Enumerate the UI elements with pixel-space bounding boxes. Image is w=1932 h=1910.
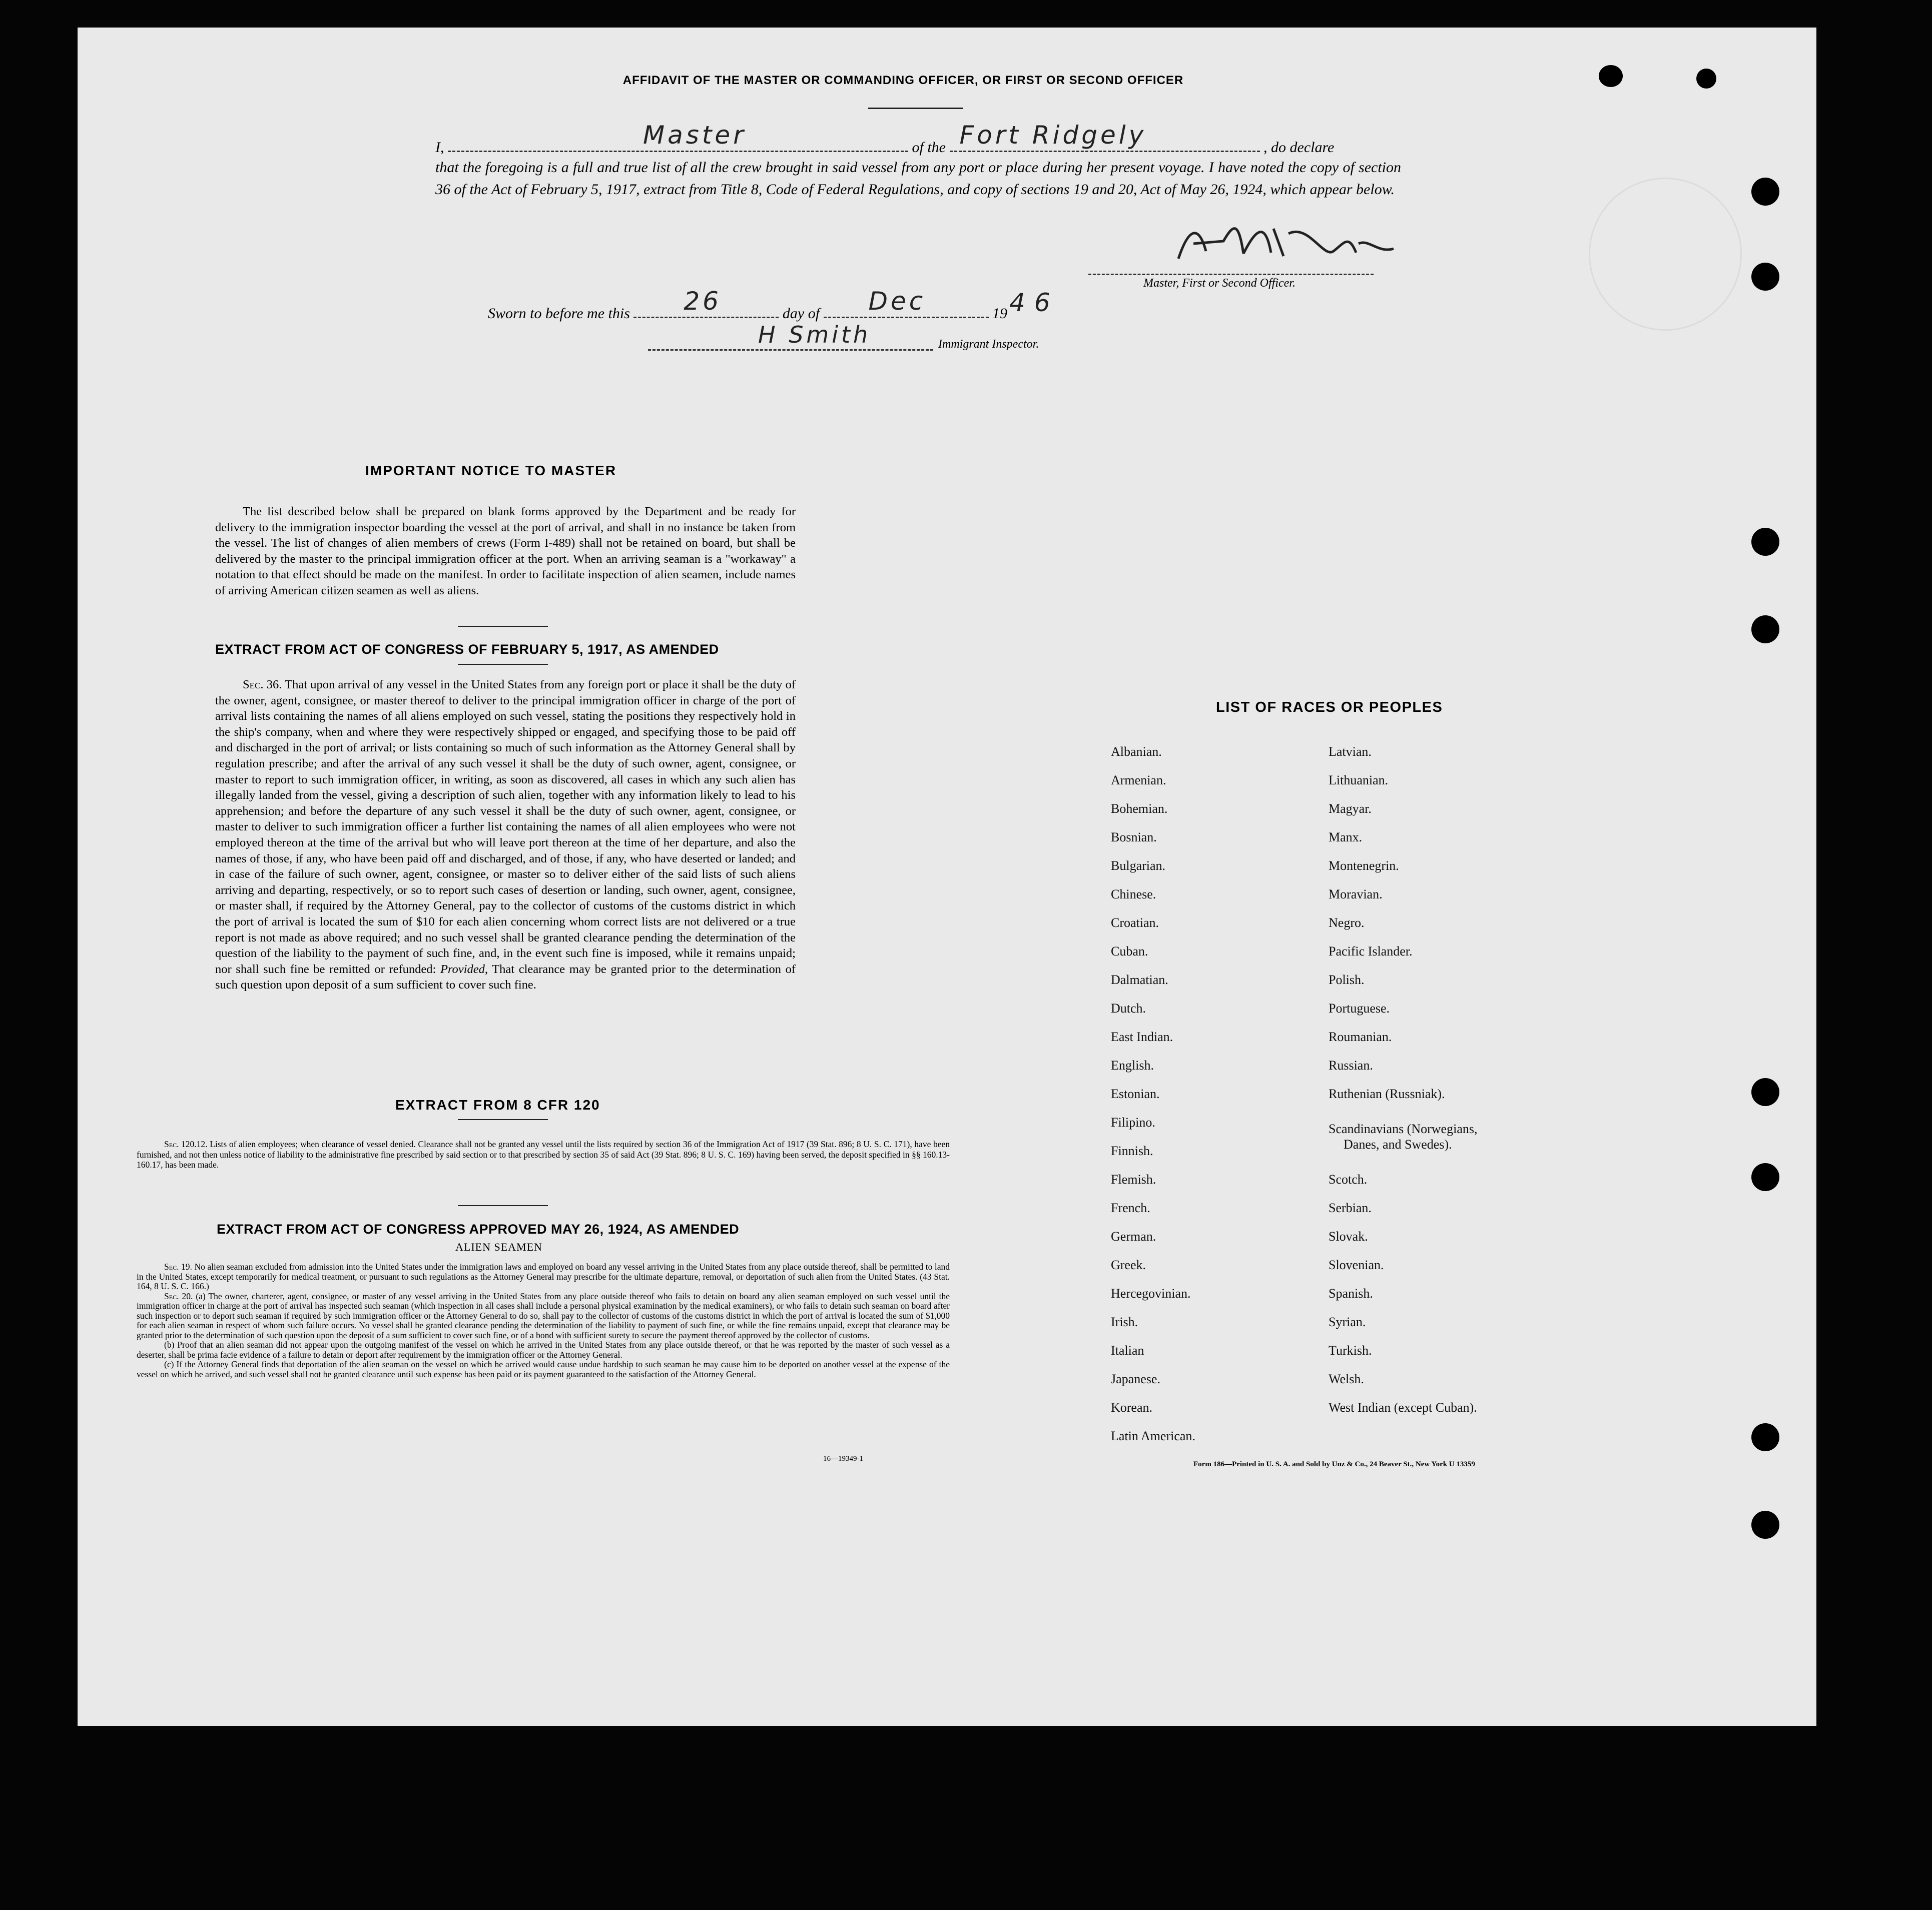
- punch-hole: [1751, 178, 1779, 206]
- divider-rule: [458, 626, 548, 627]
- race-item: Hercegovinian.: [1111, 1286, 1191, 1301]
- year-value: 46: [1009, 288, 1059, 317]
- race-item: Japanese.: [1111, 1372, 1160, 1386]
- race-item: Magyar.: [1329, 801, 1372, 816]
- race-item: Croatian.: [1111, 915, 1159, 930]
- divider-rule: [458, 664, 548, 665]
- affidavit-body: that the foregoing is a full and true list of all the crew brought in said vessel from any port or place during her present voyage. I have noted the copy of section 36 of the Act of February 5, 1917, extract from Title 8, Code of Federal Regulations, and copy of sections 19 and 20, Act of May 26, 1924, which appear below.: [435, 159, 1401, 198]
- race-item: Irish.: [1111, 1315, 1138, 1329]
- extract-1924-subtitle: ALIEN SEAMEN: [455, 1241, 542, 1253]
- i-label: I,: [435, 139, 444, 156]
- print-code: 16—19349-1: [823, 1455, 863, 1463]
- race-item: Bulgarian.: [1111, 858, 1166, 873]
- year-field[interactable]: [1007, 288, 1059, 318]
- race-item: Latin American.: [1111, 1429, 1195, 1443]
- race-item: Roumanian.: [1329, 1030, 1392, 1044]
- vessel-name-value: Fort Ridgely: [959, 121, 1147, 150]
- affidavit-title: AFFIDAVIT OF THE MASTER OR COMMANDING OFFICER, OR FIRST OR SECOND OFFICER: [622, 74, 1184, 87]
- notice-title: IMPORTANT NOTICE TO MASTER: [365, 463, 617, 478]
- day-of-label: day of: [782, 305, 820, 322]
- signer-caption: Master, First or Second Officer.: [1143, 277, 1296, 290]
- race-item: Latvian.: [1329, 744, 1372, 759]
- embossed-seal: [1589, 178, 1742, 331]
- race-item: Bosnian.: [1111, 830, 1157, 844]
- race-item: Albanian.: [1111, 744, 1162, 759]
- punch-hole: [1751, 263, 1779, 291]
- day-field[interactable]: [633, 287, 779, 318]
- divider-rule: [458, 1205, 548, 1206]
- divider-rule: [458, 1119, 548, 1120]
- punch-hole: [1751, 615, 1779, 643]
- race-item: Spanish.: [1329, 1286, 1373, 1301]
- sec-20a-paragraph: [137, 1292, 950, 1341]
- sec-20b-text: (b) Proof that an alien seaman did not appear upon the outgoing manifest of the vessel on which he arrived in the United States from any place outside thereof, or that he was reported by the master of such vessel as a deserter, shall be prima facie evidence of a failure to detain or deport after requirement by the immigration officer or the Attorney General.: [137, 1340, 950, 1360]
- race-item: Cuban.: [1111, 944, 1148, 959]
- race-item: Scandinavians (Norwegians,: [1329, 1122, 1478, 1136]
- sec-20-label: Sec. 20.: [164, 1291, 193, 1301]
- race-item: Bohemian.: [1111, 801, 1168, 816]
- punch-hole: [1751, 1078, 1779, 1106]
- master-signature: [1158, 214, 1404, 274]
- punch-hole: [1751, 1423, 1779, 1451]
- punch-hole: [1696, 69, 1716, 89]
- extract-cfr-title: EXTRACT FROM 8 CFR 120: [395, 1097, 600, 1113]
- master-name-field[interactable]: [448, 121, 908, 152]
- race-item: Finnish.: [1111, 1144, 1153, 1158]
- race-item: Syrian.: [1329, 1315, 1366, 1329]
- race-item: Pacific Islander.: [1329, 944, 1413, 959]
- vessel-name-field[interactable]: [950, 121, 1260, 152]
- master-signature-line: [1088, 274, 1374, 275]
- punch-hole: [1751, 1511, 1779, 1539]
- races-title: LIST OF RACES OR PEOPLES: [1216, 699, 1443, 715]
- race-item: Russian.: [1329, 1058, 1373, 1073]
- punch-hole: [1751, 528, 1779, 556]
- race-item: Negro.: [1329, 915, 1365, 930]
- sworn-line: [488, 287, 1238, 322]
- extract-1917-title: EXTRACT FROM ACT OF CONGRESS OF FEBRUARY 5, 1917, AS AMENDED: [215, 642, 719, 657]
- race-item: West Indian (except Cuban).: [1329, 1400, 1477, 1415]
- race-item: French.: [1111, 1201, 1150, 1215]
- month-field[interactable]: [824, 287, 989, 318]
- race-item: Scotch.: [1329, 1172, 1368, 1187]
- race-item: Dutch.: [1111, 1001, 1146, 1016]
- race-item: Portuguese.: [1329, 1001, 1390, 1016]
- race-item: Lithuanian.: [1329, 773, 1389, 787]
- document-page: [78, 28, 1816, 1726]
- sec-19-paragraph: [137, 1262, 950, 1292]
- inspector-signature-value: H Smith: [758, 321, 871, 348]
- sec-19-label: Sec. 19.: [164, 1262, 192, 1272]
- race-item: Estonian.: [1111, 1087, 1160, 1101]
- race-item: Montenegrin.: [1329, 858, 1399, 873]
- sec-20c-text: (c) If the Attorney General finds that deportation of the alien seaman on the vessel on which he arrived would cause undue hardship to such seaman he may cause him to be deported on another vessel at the expense of the vessel on which he arrived, and such vessel shall not be granted clearance until such expense has been paid or its payment guaranteed to the satisfaction of the Attorney General.: [137, 1359, 950, 1379]
- race-item: Danes, and Swedes).: [1344, 1137, 1452, 1152]
- day-value: 26: [684, 287, 722, 316]
- race-item: Italian: [1111, 1343, 1144, 1358]
- master-name-value: Master: [643, 121, 747, 150]
- race-item: Korean.: [1111, 1400, 1153, 1415]
- title-rule: [868, 108, 963, 109]
- race-item: German.: [1111, 1229, 1156, 1244]
- extract-1924-title: EXTRACT FROM ACT OF CONGRESS APPROVED MAY 26, 1924, AS AMENDED: [217, 1222, 740, 1237]
- race-item: Greek.: [1111, 1258, 1146, 1272]
- sec-120-label: Sec. 120.12.: [164, 1139, 208, 1149]
- sec-120-text: Lists of alien employees; when clearance of vessel denied. Clearance shall not be granted any vessel until the lists required by section 36 of the Immigration Act of 1917 (39 Stat. 896; 8 U. S. C. 171), have been furnished, and not then unless notice of liability to the administrative fine prescribed by said section or to that prescribed by section 35 of said Act (39 Stat. 896; 8 U. S. C. 169) having been served, the deposit specified in §§ 160.13-160.17, has been made.: [137, 1139, 950, 1170]
- race-item: Moravian.: [1329, 887, 1383, 901]
- sec-19-text: No alien seaman excluded from admission into the United States under the immigration laws and employed on board any vessel arriving in the United States from any place outside thereof, shall be permitted to land in the United States, except temporarily for medical treatment, or pursuant to such regulations as the Attorney General may prescribe for the ultimate departure, removal, or deportation of such alien from the United States. (43 Stat. 164, 8 U. S. C. 166.): [137, 1262, 950, 1291]
- inspector-signature-field[interactable]: [648, 321, 933, 351]
- race-item: Flemish.: [1111, 1172, 1156, 1187]
- inspector-caption: Immigrant Inspector.: [938, 338, 1039, 351]
- race-item: English.: [1111, 1058, 1154, 1073]
- race-item: Armenian.: [1111, 773, 1166, 787]
- race-item: East Indian.: [1111, 1030, 1173, 1044]
- punch-hole: [1751, 1163, 1779, 1191]
- race-item: Turkish.: [1329, 1343, 1372, 1358]
- race-item: Polish.: [1329, 973, 1365, 987]
- form-footer: Form 186—Printed in U. S. A. and Sold by Unz & Co., 24 Beaver St., New York U 13359: [1193, 1460, 1475, 1468]
- extract-1917-body: [215, 677, 796, 993]
- provided-label: Provided,: [440, 962, 488, 976]
- notice-body: The list described below shall be prepared on blank forms approved by the Department and be ready for delivery to the immigration inspector boarding the vessel at the port of arrival, and shall in no instance be taken from the vessel. The list of changes of alien members of crews (Form I-489) shall not be retained on board, but shall be delivered by the master to the principal immigration officer at the port. When an arriving seaman is a "workaway" a notation to that effect should be made on the manifest. In order to facilitate inspection of alien seamen, include names of arriving American citizen seamen as well as aliens.: [215, 505, 796, 597]
- month-value: Dec: [868, 287, 926, 316]
- extract-1924-body: [137, 1262, 950, 1379]
- sec-36-text: That upon arrival of any vessel in the United States from any foreign port or place it shall be the duty of the owner, agent, consignee, or master thereof to deliver to the principal immigration officer in charge of the port of arrival lists containing the names of all aliens employed on such vessel, stating the positions they respectively hold in the ship's company, when and where they were respectively shipped or engaged, and specifying those to be paid off and discharged in the port of arrival; or lists containing so much of such information as the Attorney General shall by regulation prescribe; and after the arrival of any such vessel it shall be the duty of such owner, agent, consignee, or master to report to such immigration officer, in writing, as soon as discovered, all cases in which any such alien has illegally landed from the vessel, giving a description of such alien, together with any information likely to lead to his apprehension; and before the departure of any such vessel it shall be the duty of such owner, agent, consignee, or master to deliver to such immigration officer a further list containing the names of all alien employees who were not employed thereon at the time of the arrival but who will leave port thereon at the time of her departure, and also the names of those, if any, who have been paid off and discharged, and of those, if any, who have deserted or landed; and in case of the failure of such owner, agent, consignee, or master so to deliver either of the said lists of such aliens arriving and departing, respectively, or so to report such cases of desertion or landing, such owner, agent, consignee, or master shall, if required by the Attorney General, pay to the collector of customs of the customs district in which the port of arrival is located the sum of $10 for each alien concerning whom correct lists are not delivered or a true report is not made as above required; and no such vessel shall be granted clearance pending the determination of the question of the liability to the payment of such fine, and, in the event such fine is imposed, while it remains unpaid; nor shall such fine be remitted or refunded:: [215, 678, 796, 976]
- sworn-label: Sworn to before me this: [488, 305, 630, 322]
- affidavit-declaration-line: [435, 121, 1436, 156]
- of-the-label: of the: [912, 139, 946, 156]
- declare-label: , do declare: [1263, 139, 1335, 156]
- race-item: Manx.: [1329, 830, 1363, 844]
- punch-hole: [1599, 65, 1623, 87]
- race-item: Welsh.: [1329, 1372, 1364, 1386]
- race-item: Slovak.: [1329, 1229, 1368, 1244]
- sec-36-text-end: That clearance may be granted prior to the determination of such question upon deposit of a sum sufficient to cover such fine.: [215, 962, 796, 992]
- race-item: Filipino.: [1111, 1115, 1155, 1130]
- sec-20a-text: (a) The owner, charterer, agent, consignee, or master of any vessel arriving in the United States from any place outside thereof who fails to detain on board any alien seaman employed on such vessel until the immigration officer in charge at the port of arrival has inspected such seaman (which inspection in all cases shall include a personal physical examination by the medical examiners), or who fails to detain such seaman on board after such inspection or to deport such seaman if required by such immigration officer or the Attorney General to do so, shall pay to the collector of customs of the customs district in which the port of arrival is located the sum of $1,000 for each alien seaman in respect of whom such failure occurs. No vessel shall be granted clearance pending the determination of the liability to payment of such fine, or while the fine remains unpaid, except that clearance may be granted prior to the determination of such question upon the deposit of a sum sufficient to cover such fine, or of a bond with sufficient surety to secure the payment thereof approved by the collector of customs.: [137, 1291, 950, 1340]
- race-item: Chinese.: [1111, 887, 1156, 901]
- race-item: Slovenian.: [1329, 1258, 1384, 1272]
- race-item: Dalmatian.: [1111, 973, 1168, 987]
- sec-36-label: Sec. 36.: [243, 678, 282, 691]
- extract-cfr-body: [137, 1139, 950, 1170]
- year-prefix: 19: [992, 305, 1008, 322]
- race-item: Ruthenian (Russniak).: [1329, 1087, 1445, 1101]
- race-item: Serbian.: [1329, 1201, 1372, 1215]
